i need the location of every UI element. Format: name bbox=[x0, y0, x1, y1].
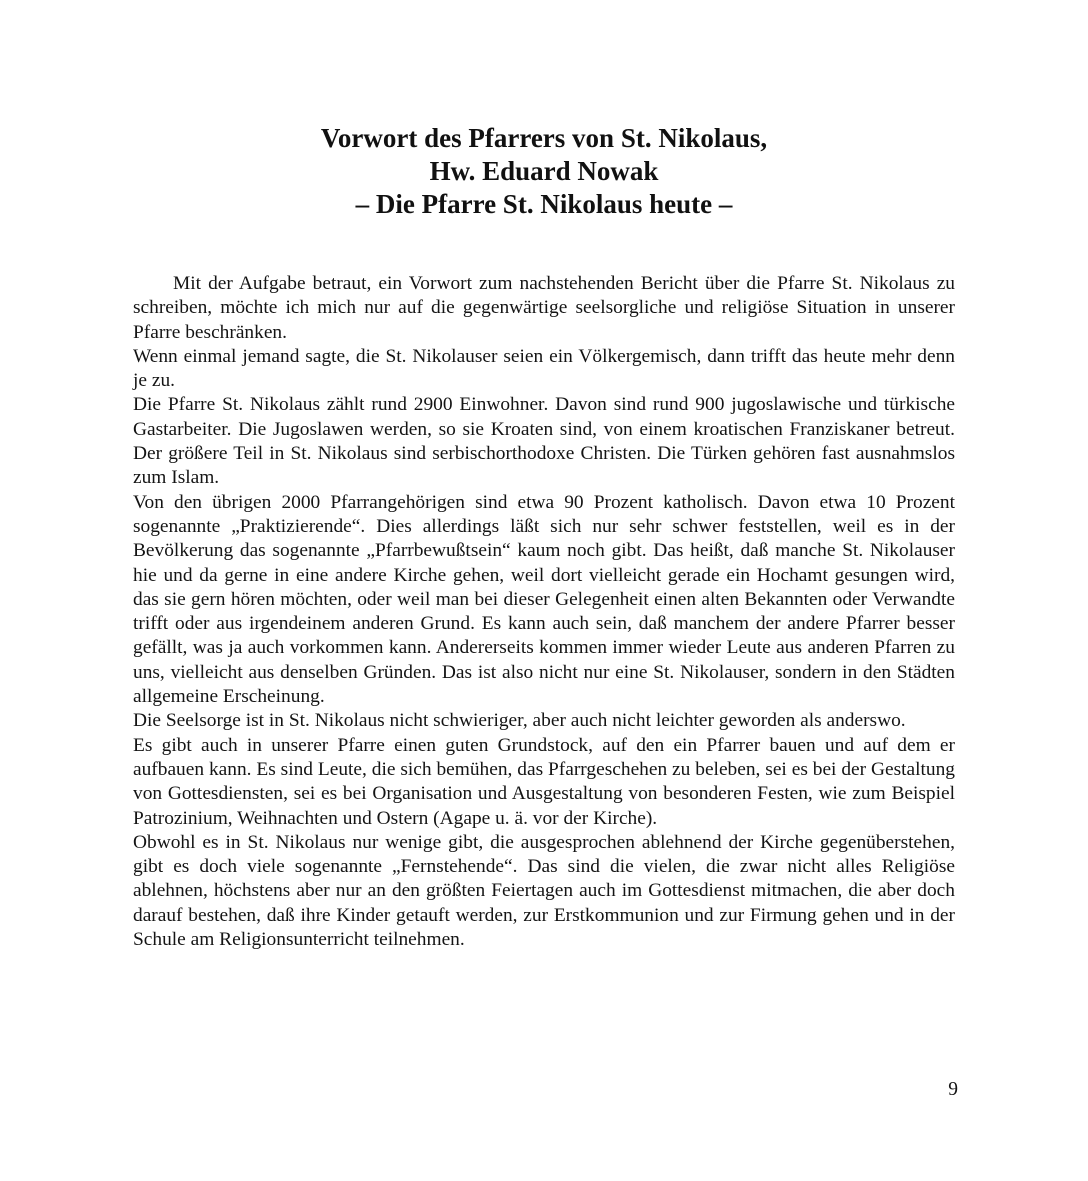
paragraph: Wenn einmal jemand sagte, die St. Nikolauser seien ein Völkergemisch, dann trifft das heute mehr denn je zu. bbox=[133, 345, 955, 392]
paragraph: Es gibt auch in unserer Pfarre einen guten Grundstock, auf den ein Pfarrer bauen und auf dem er aufbauen kann. Es sind Leute, die sich bemühen, das Pfarrgeschehen zu beleben, sei es bei der Gestaltung von Gottesdiensten, sei es bei Organisation und Ausgestaltung von besonderen Festen, wie zum Beispiel Patrozinium, Weihnachten und Ostern (Agape u. ä. vor der Kirche). bbox=[133, 734, 955, 829]
paragraph: Von den übrigen 2000 Pfarrangehörigen sind etwa 90 Prozent katholisch. Davon etwa 10 Prozent sogenannte „Praktizierende“. Dies allerdings läßt sich nur sehr schwer feststellen, weil es in der Bevölkerung das sogenannte „Pfarrbewußtsein“ kaum noch gibt. Das heißt, daß manche St. Nikolauser hie und da gerne in eine andere Kirche gehen, weil dort vielleicht gerade ein Hochamt gesungen wird, das sie gern hören möchten, oder weil man bei dieser Gelegenheit einen alten Bekannten oder Verwandte trifft oder aus irgendeinem anderen Grund. Es kann auch sein, daß manchem der andere Pfarrer besser gefällt, was ja auch vorkommen kann. Andererseits kommen immer wieder Leute aus anderen Pfarren zu uns, vielleicht aus denselben Gründen. Das ist also nicht nur eine St. Nikolauser, sondern in den Städten allgemeine Erscheinung. bbox=[133, 491, 955, 708]
paragraph: Obwohl es in St. Nikolaus nur wenige gibt, die ausgesprochen ablehnend der Kirche gegenüberstehen, gibt es doch viele sogenannte „Fernstehende“. Das sind die vielen, die zwar nicht alles Religiöse ablehnen, höchstens aber nur an den größten Feiertagen auch im Gottesdienst mitmachen, die aber doch darauf bestehen, daß ihre Kinder getauft werden, zur Erstkommunion und zur Firmung gehen und in der Schule am Religionsunterricht teilnehmen. bbox=[133, 831, 955, 951]
paragraph: Die Seelsorge ist in St. Nikolaus nicht schwieriger, aber auch nicht leichter geworden als anderswo. bbox=[133, 710, 906, 732]
paragraph: Die Pfarre St. Nikolaus zählt rund 2900 Einwohner. Davon sind rund 900 jugoslawische und türkische Gastarbeiter. Die Jugoslawen werden, so sie Kroaten sind, von einem kroatischen Franziskaner betreut. Der größere Teil in St. Nikolaus sind serbischorthodoxe Christen. Die Türken gehören fast ausnahmslos zum Islam. bbox=[133, 394, 955, 489]
body-text bbox=[133, 272, 955, 952]
paragraph: Mit der Aufgabe betraut, ein Vorwort zum nachstehenden Bericht über die Pfarre St. Nikolaus zu schreiben, möchte ich mich nur auf die gegenwärtige seelsorgliche und religiöse Situation in unserer Pfarre beschränken. bbox=[133, 273, 955, 343]
page-title bbox=[0, 122, 1088, 221]
page-number: 9 bbox=[948, 1079, 958, 1100]
title-line-1: Vorwort des Pfarrers von St. Nikolaus, bbox=[320, 123, 768, 153]
title-line-3: – Die Pfarre St. Nikolaus heute – bbox=[355, 189, 733, 219]
title-line-2: Hw. Eduard Nowak bbox=[429, 156, 659, 186]
